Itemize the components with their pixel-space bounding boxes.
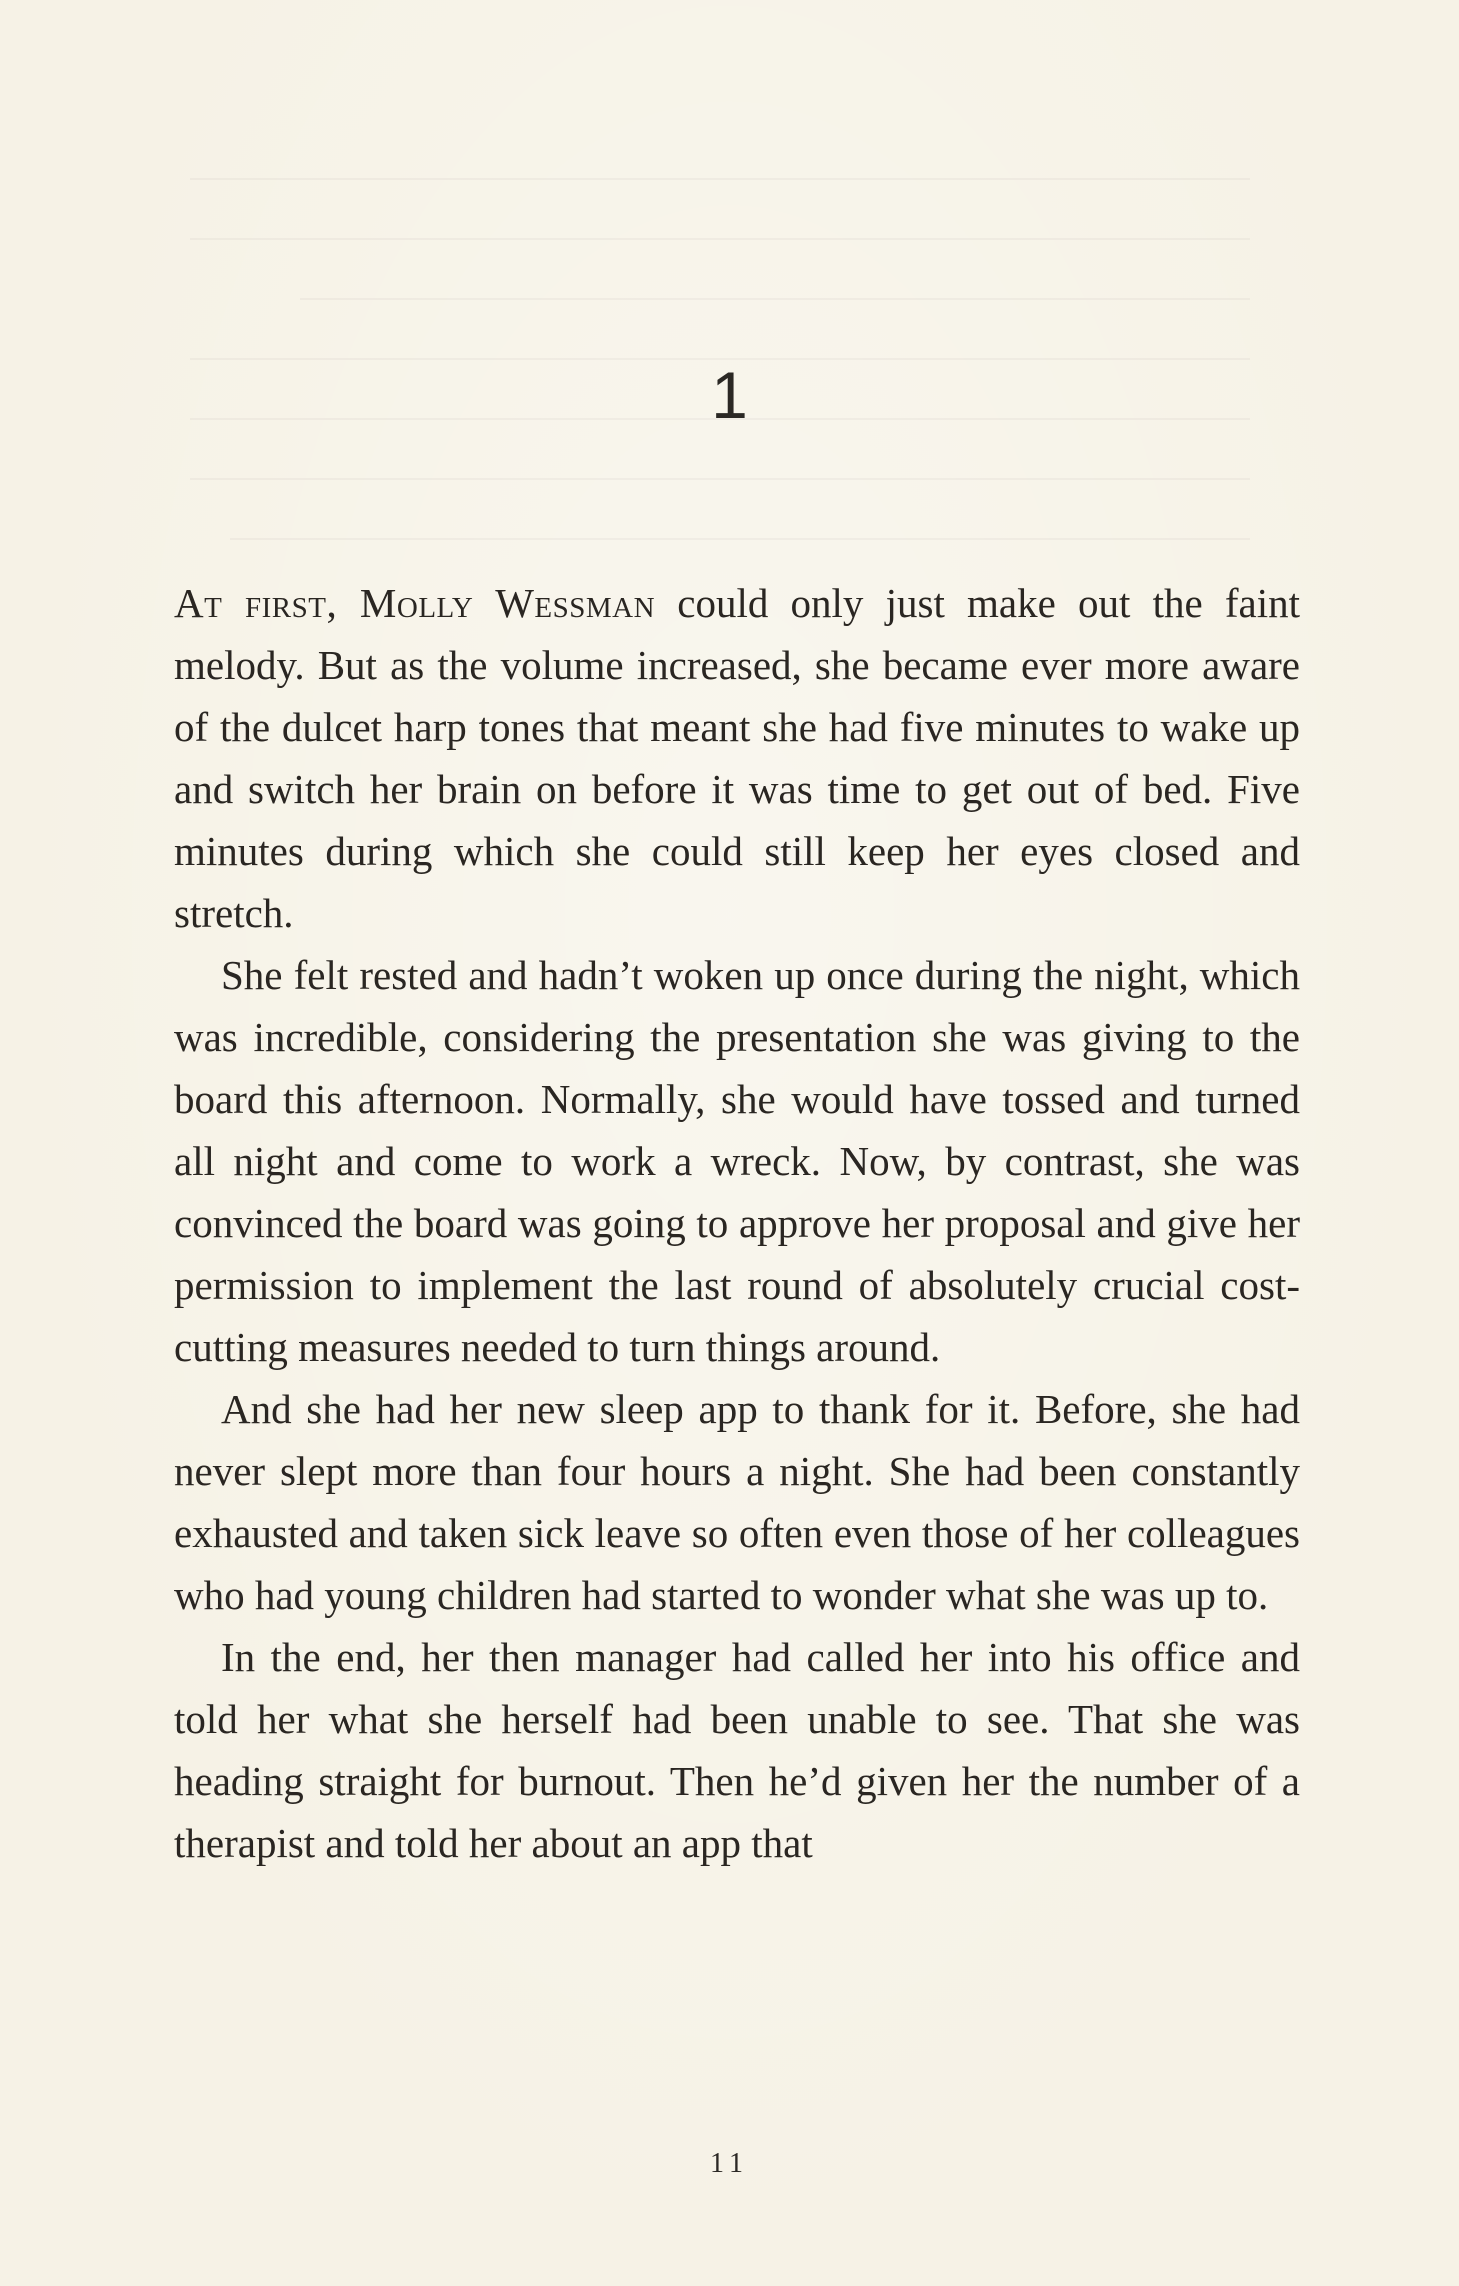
- paragraph: And she had her new sleep app to thank for it. Before, she had never slept more than four hours a night. She had been constantly exhausted and taken sick leave so often even those of her colleagues who had young children had started to wonder what she was up to.: [174, 1386, 1300, 1618]
- show-through-line: [300, 298, 1250, 300]
- page-number: 11: [710, 2148, 749, 2179]
- opening-text: could only just make out the faint melody. But as the volume increased, she became ever more aware of the dulcet harp tones that meant she had five minutes to wake up and switch her brain on before it was time to get out of bed. Five minutes during which she could still keep her eyes closed and stretch.: [174, 580, 1300, 936]
- paragraph: She felt rested and hadn’t woken up once during the night, which was incredible, considering the presentation she was giving to the board this afternoon. Normally, she would have tossed and turned all night and come to work a wreck. Now, by contrast, she was convinced the board was going to approve her proposal and give her permission to implement the last round of absolutely crucial cost-cutting measures needed to turn things around.: [174, 952, 1300, 1370]
- opening-smallcaps: At first, Molly Wessman: [174, 580, 656, 626]
- show-through-line: [230, 538, 1250, 540]
- opening-paragraph: [174, 572, 1300, 944]
- show-through-line: [190, 478, 1250, 480]
- body-text: [174, 572, 1300, 1874]
- show-through-line: [190, 178, 1250, 180]
- show-through-line: [190, 238, 1250, 240]
- chapter-number: 1: [711, 358, 748, 432]
- paragraph: In the end, her then manager had called her into his office and told her what she herself had been unable to see. That she was heading straight for burnout. Then he’d given her the number of a therapist and told her about an app that: [174, 1634, 1300, 1866]
